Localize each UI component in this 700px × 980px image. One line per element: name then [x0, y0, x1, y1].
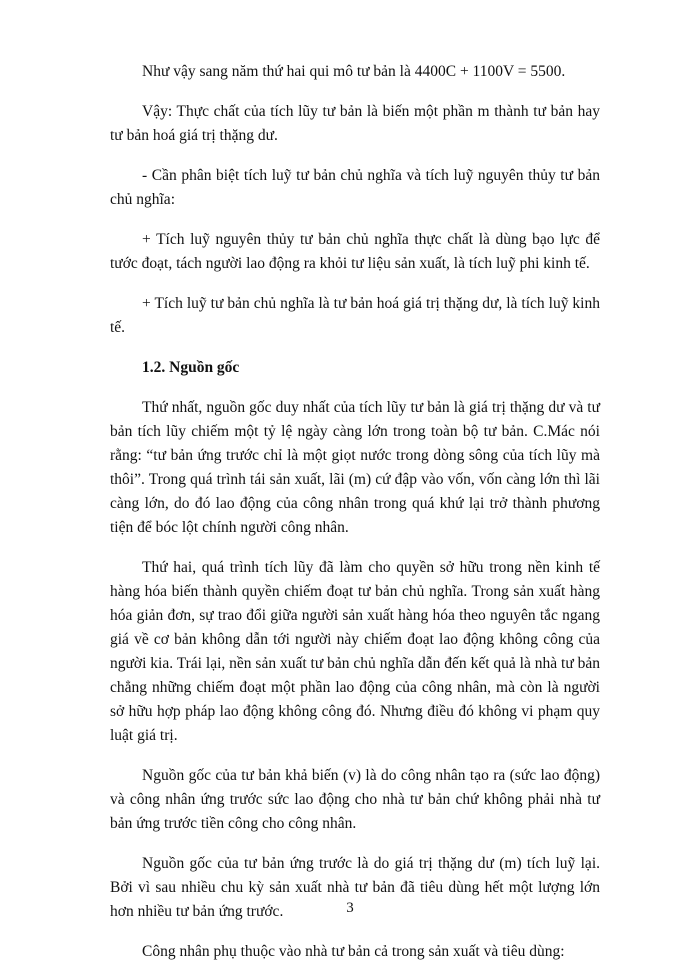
paragraph-variable-capital: Nguồn gốc của tư bản khả biến (v) là do công nhân tạo ra (sức lao động) và công nhân ứng trước sức lao động cho nhà tư bản chứ không phải nhà tư bản ứng trước tiền công cho công nhân.	[110, 767, 600, 832]
paragraph-first-origin: Thứ nhất, nguồn gốc duy nhất của tích lũy tư bản là giá trị thặng dư và tư bản tích lũy chiếm một tỷ lệ ngày càng lớn trong toàn bộ tư bản. C.Mác nói rằng: “tư bản ứng trước chỉ là một giọt nước trong dòng sông của tích lũy mà thôi”. Trong quá trình tái sản xuất, lãi (m) cứ đập vào vốn, vốn càng lớn thì lãi càng lớn, do đó lao động của công nhân trong quá khứ lại trở thành phương tiện để bóc lột chính người công nhân.	[110, 399, 600, 536]
page-body	[110, 60, 600, 980]
paragraph-capitalist-accumulation: + Tích luỹ tư bản chủ nghĩa là tư bản hoá giá trị thặng dư, là tích luỹ kinh tế.	[110, 295, 600, 336]
page-number: 3	[346, 900, 354, 916]
paragraph-worker-dependence: Công nhân phụ thuộc vào nhà tư bản cả trong sản xuất và tiêu dùng:	[142, 943, 565, 960]
paragraph-second-origin: Thứ hai, quá trình tích lũy đã làm cho quyền sở hữu trong nền kinh tế hàng hóa biến thành quyền chiếm đoạt tư bản chủ nghĩa. Trong sản xuất hàng hóa giản đơn, sự trao đổi giữa người sản xuất hàng hóa theo nguyên tắc ngang giá về cơ bản không dẫn tới người này chiếm đoạt lao động không công của người kia. Trái lại, nền sản xuất tư bản chủ nghĩa dẫn đến kết quả là nhà tư bản chẳng những chiếm đoạt một phần lao động của công nhân, mà còn là người sở hữu hợp pháp lao động không công đó. Nhưng điều đó không vi phạm quy luật giá trị.	[110, 559, 600, 744]
paragraph-essence: Vậy: Thực chất của tích lũy tư bản là biến một phần m thành tư bản hay tư bản hoá giá trị thặng dư.	[110, 103, 600, 144]
section-heading: 1.2. Nguồn gốc	[142, 359, 240, 376]
paragraph-primitive-accumulation: + Tích luỹ nguyên thủy tư bản chủ nghĩa thực chất là dùng bạo lực để tước đoạt, tách người lao động ra khỏi tư liệu sản xuất, là tích luỹ phi kinh tế.	[110, 231, 600, 272]
paragraph-capital-scale: Như vậy sang năm thứ hai qui mô tư bản là 4400C + 1100V = 5500.	[142, 63, 566, 80]
paragraph-advanced-capital: Nguồn gốc của tư bản ứng trước là do giá trị thặng dư (m) tích luỹ lại. Bởi vì sau nhiều chu kỳ sản xuất nhà tư bản đã tiêu dùng hết một lượng lớn hơn nhiều tư bản ứng trước.	[110, 855, 600, 920]
paragraph-distinguish: - Cần phân biệt tích luỹ tư bản chủ nghĩa và tích luỹ nguyên thủy tư bản chủ nghĩa:	[110, 167, 600, 208]
